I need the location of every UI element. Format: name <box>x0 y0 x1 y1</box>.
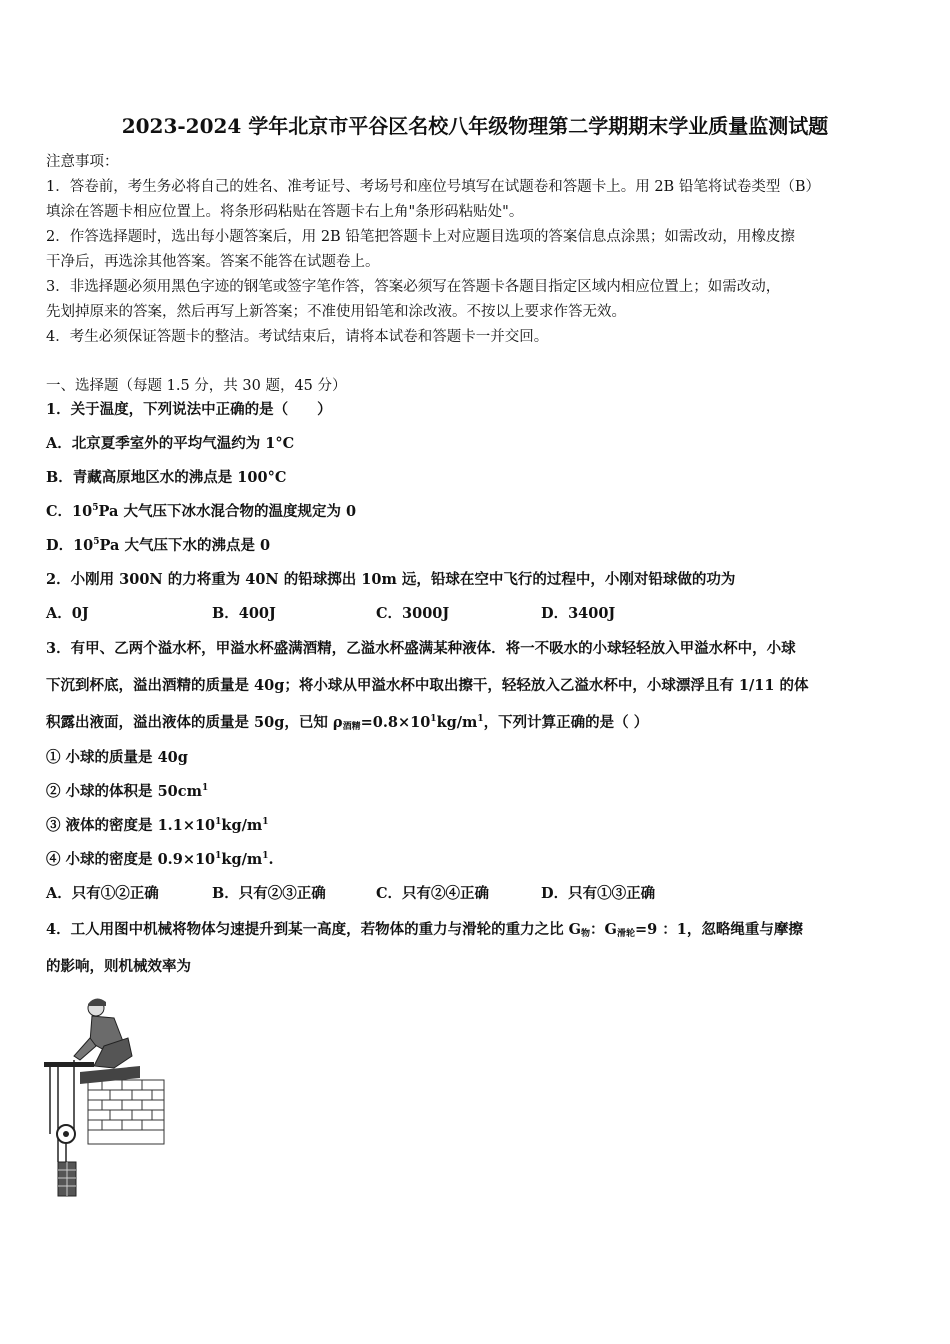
q1-option-b: B．青藏高原地区水的沸点是 100°C <box>46 469 287 486</box>
question-4-stem: 4．工人用图中机械将物体匀速提升到某一高度，若物体的重力与滑轮的重力之比 $G_物$：$G_{滑轮}=9$ ：1，忽略绳重与摩擦 <box>46 921 803 939</box>
question-2-stem: 2．小刚用 300N 的力将重为 40N 的铅球掷出 10m 远，铅球在空中飞行的过程中，小刚对铅球做的功为 <box>46 571 736 588</box>
q2-option-d: D．3400J <box>541 605 616 622</box>
q3-statement-2: ② 小球的体积是 $50cm^1$ <box>46 783 209 800</box>
q3-option-b: B．只有②③正确 <box>212 885 326 902</box>
notice-line: 2．作答选择题时，选出每小题答案后，用 2B 铅笔把答题卡上对应题目选项的答案信息点涂黑；如需改动，用橡皮擦 <box>46 229 795 245</box>
q3-statement-4: ④ 小球的密度是 $0.9\times 10^1kg/m^1$. <box>46 851 274 868</box>
worker-pulley-illustration <box>44 994 168 1204</box>
notice-line: 先划掉原来的答案，然后再写上新答案；不准使用铅笔和涂改液。不按以上要求作答无效。 <box>46 304 626 320</box>
notice-line: 填涂在答题卡相应位置上。将条形码粘贴在答题卡右上角"条形码粘贴处"。 <box>46 204 524 220</box>
notice-heading: 注意事项： <box>46 154 119 170</box>
q2-option-a: A．0J <box>46 605 89 622</box>
q3-statement-1: ① 小球的质量是 40g <box>46 749 188 766</box>
notice-line: 干净后，再选涂其他答案。答案不能答在试题卷上。 <box>46 254 380 270</box>
question-3-stem: 积露出液面，溢出液体的质量是 50g，已知 $\rho_{酒精}=0.8\times 10^1kg/m^1$，下列计算正确的是（ ） <box>46 714 649 732</box>
question-1-stem: 1．关于温度，下列说法中正确的是（ ） <box>46 401 332 418</box>
q3-option-a: A．只有①②正确 <box>46 885 159 902</box>
q2-option-b: B．400J <box>212 605 276 622</box>
q3-statement-3: ③ 液体的密度是 $1.1\times 10^1kg/m^1$ <box>46 817 269 834</box>
notice-line: 4．考生必须保证答题卡的整洁。考试结束后，请将本试卷和答题卡一并交回。 <box>46 329 549 345</box>
question-4-stem: 的影响，则机械效率为 <box>46 958 191 975</box>
notice-line: 1．答卷前，考生务必将自己的姓名、准考证号、考场号和座位号填写在试题卷和答题卡上。用 2B 铅笔将试卷类型（B） <box>46 179 820 195</box>
q2-option-c: C．3000J <box>376 605 450 622</box>
q1-option-d: D．$10^5Pa$ 大气压下水的沸点是 0 <box>46 537 271 554</box>
q1-option-c: C．$10^5Pa$ 大气压下冰水混合物的温度规定为 0 <box>46 503 357 520</box>
page-title: 2023-2024 学年北京市平谷区名校八年级物理第二学期期末学业质量监测试题 <box>121 114 829 138</box>
worker-pulley-icon <box>44 994 168 1204</box>
section-heading: 一、选择题（每题 1.5 分，共 30 题，45 分） <box>46 378 347 394</box>
notice-line: 3．非选择题必须用黑色字迹的钢笔或签字笔作答，答案必须写在答题卡各题目指定区域内相应位置上；如需改动， <box>46 279 781 295</box>
q3-option-d: D．只有①③正确 <box>541 885 656 902</box>
q3-option-c: C．只有②④正确 <box>376 885 490 902</box>
question-3-stem: 3．有甲、乙两个溢水杯，甲溢水杯盛满酒精，乙溢水杯盛满某种液体．将一不吸水的小球轻轻放入甲溢水杯中，小球 <box>46 640 796 657</box>
q1-option-a: A．北京夏季室外的平均气温约为 1°C <box>46 435 295 452</box>
question-3-stem: 下沉到杯底，溢出酒精的质量是 40g；将小球从甲溢水杯中取出擦干，轻轻放入乙溢水杯中，小球漂浮且有 1/11 的体 <box>46 677 809 694</box>
